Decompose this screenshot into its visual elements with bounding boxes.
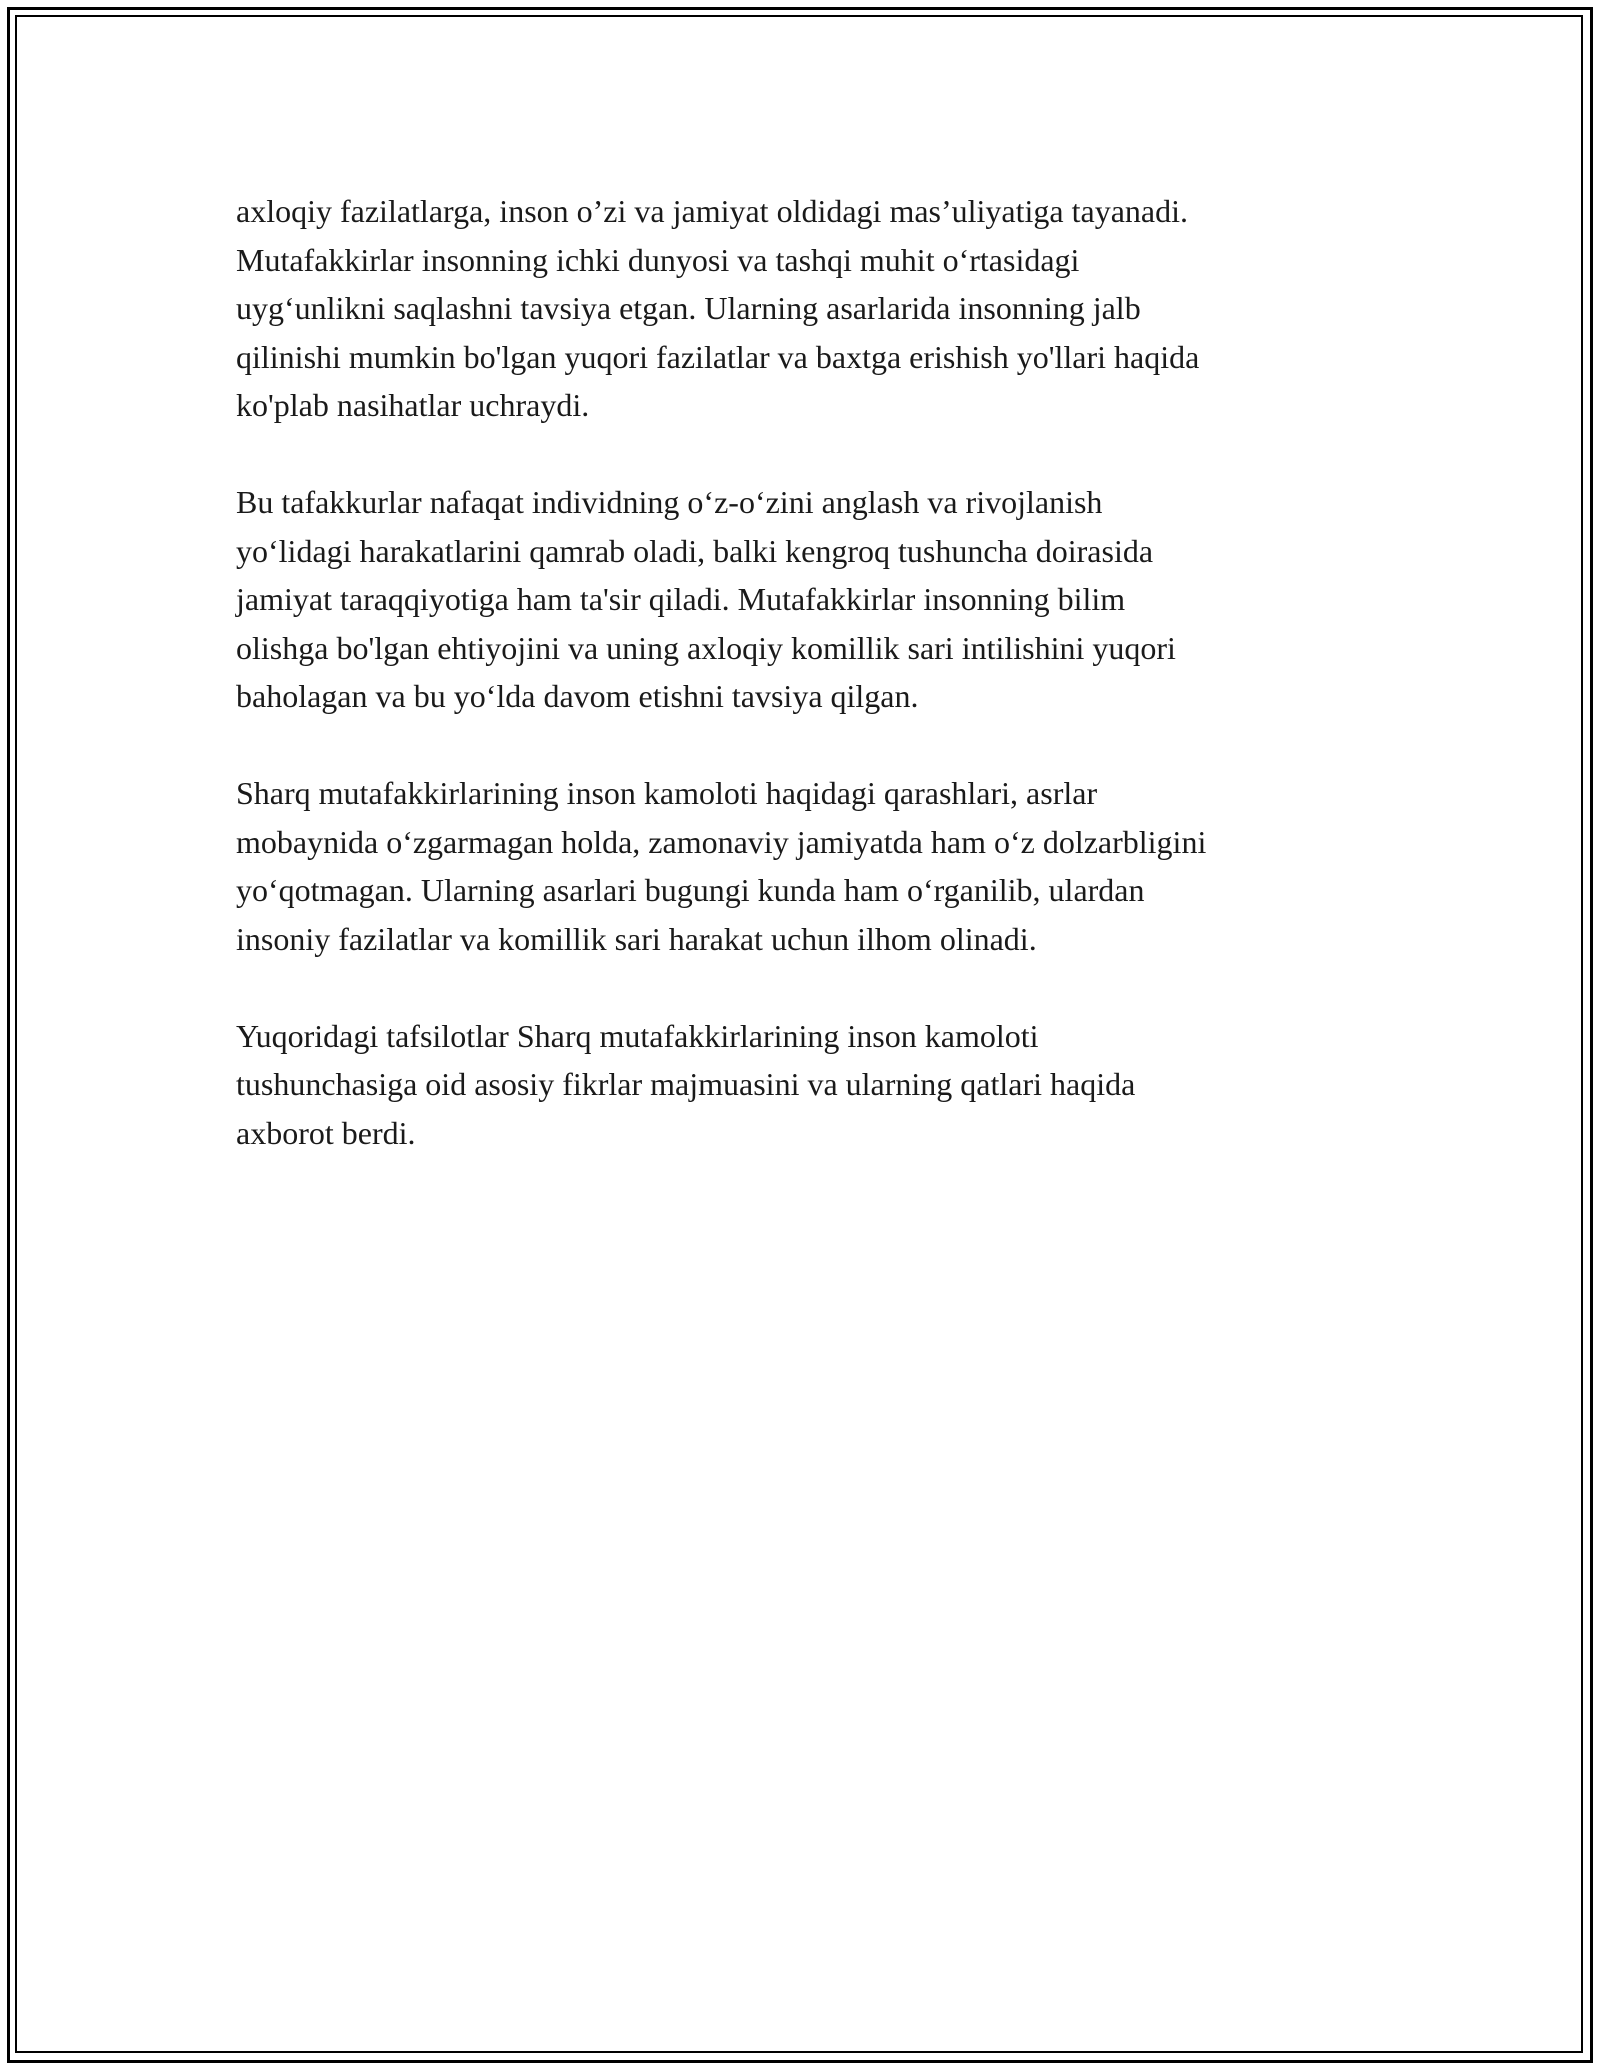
text-line: Bu tafakkurlar nafaqat individning o‘z-o‘zini anglash va rivojlanish [236,484,1103,520]
text-line: Sharq mutafakkirlarining inson kamoloti haqidagi qarashlari, asrlar [236,775,1098,811]
text-line: yo‘lidagi harakatlarini qamrab oladi, balki kengroq tushuncha doirasida [236,532,1154,569]
paragraph-2 [236,478,1376,721]
paragraph-1 [236,187,1376,430]
paragraph-3 [236,769,1376,963]
text-line: Yuqoridagi tafsilotlar Sharq mutafakkirlarining inson kamoloti [236,1017,1039,1054]
text-line: Mutafakkirlar insonning ichki dunyosi va tashqi muhit o‘rtasidagi [236,241,1080,278]
text-line: insoniy fazilatlar va komillik sari harakat uchun ilhom olinadi. [236,920,1037,957]
text-line: jamiyat taraqqiyotiga ham ta'sir qiladi. Mutafakkirlar insonning bilim [236,581,1126,617]
text-line: baholagan va bu yo‘lda davom etishni tavsiya qilgan. [236,678,919,714]
text-line: olishga bo'lgan ehtiyojini va uning axloqiy komillik sari intilishini yuqori [236,629,1176,666]
text-line: ko'plab nasihatlar uchraydi. [236,387,590,423]
text-line: uyg‘unlikni saqlashni tavsiya etgan. Ularning asarlarida insonning jalb [236,290,1141,326]
text-line: mobaynida o‘zgarmagan holda, zamonaviy jamiyatda ham o‘z dolzarbligini [236,823,1207,860]
text-line: axloqiy fazilatlarga, inson o’zi va jamiyat oldidagi mas’uliyatiga tayanadi. [236,193,1188,229]
document-body [236,187,1376,1206]
paragraph-4 [236,1012,1376,1158]
text-line: yo‘qotmagan. Ularning asarlari bugungi kunda ham o‘rganilib, ulardan [236,872,1145,908]
text-line: tushunchasiga oid asosiy fikrlar majmuasini va ularning qatlari haqida [236,1066,1136,1102]
text-line: qilinishi mumkin bo'lgan yuqori fazilatlar va baxtga erishish yo'llari haqida [236,338,1200,375]
text-line: axborot berdi. [236,1114,416,1151]
